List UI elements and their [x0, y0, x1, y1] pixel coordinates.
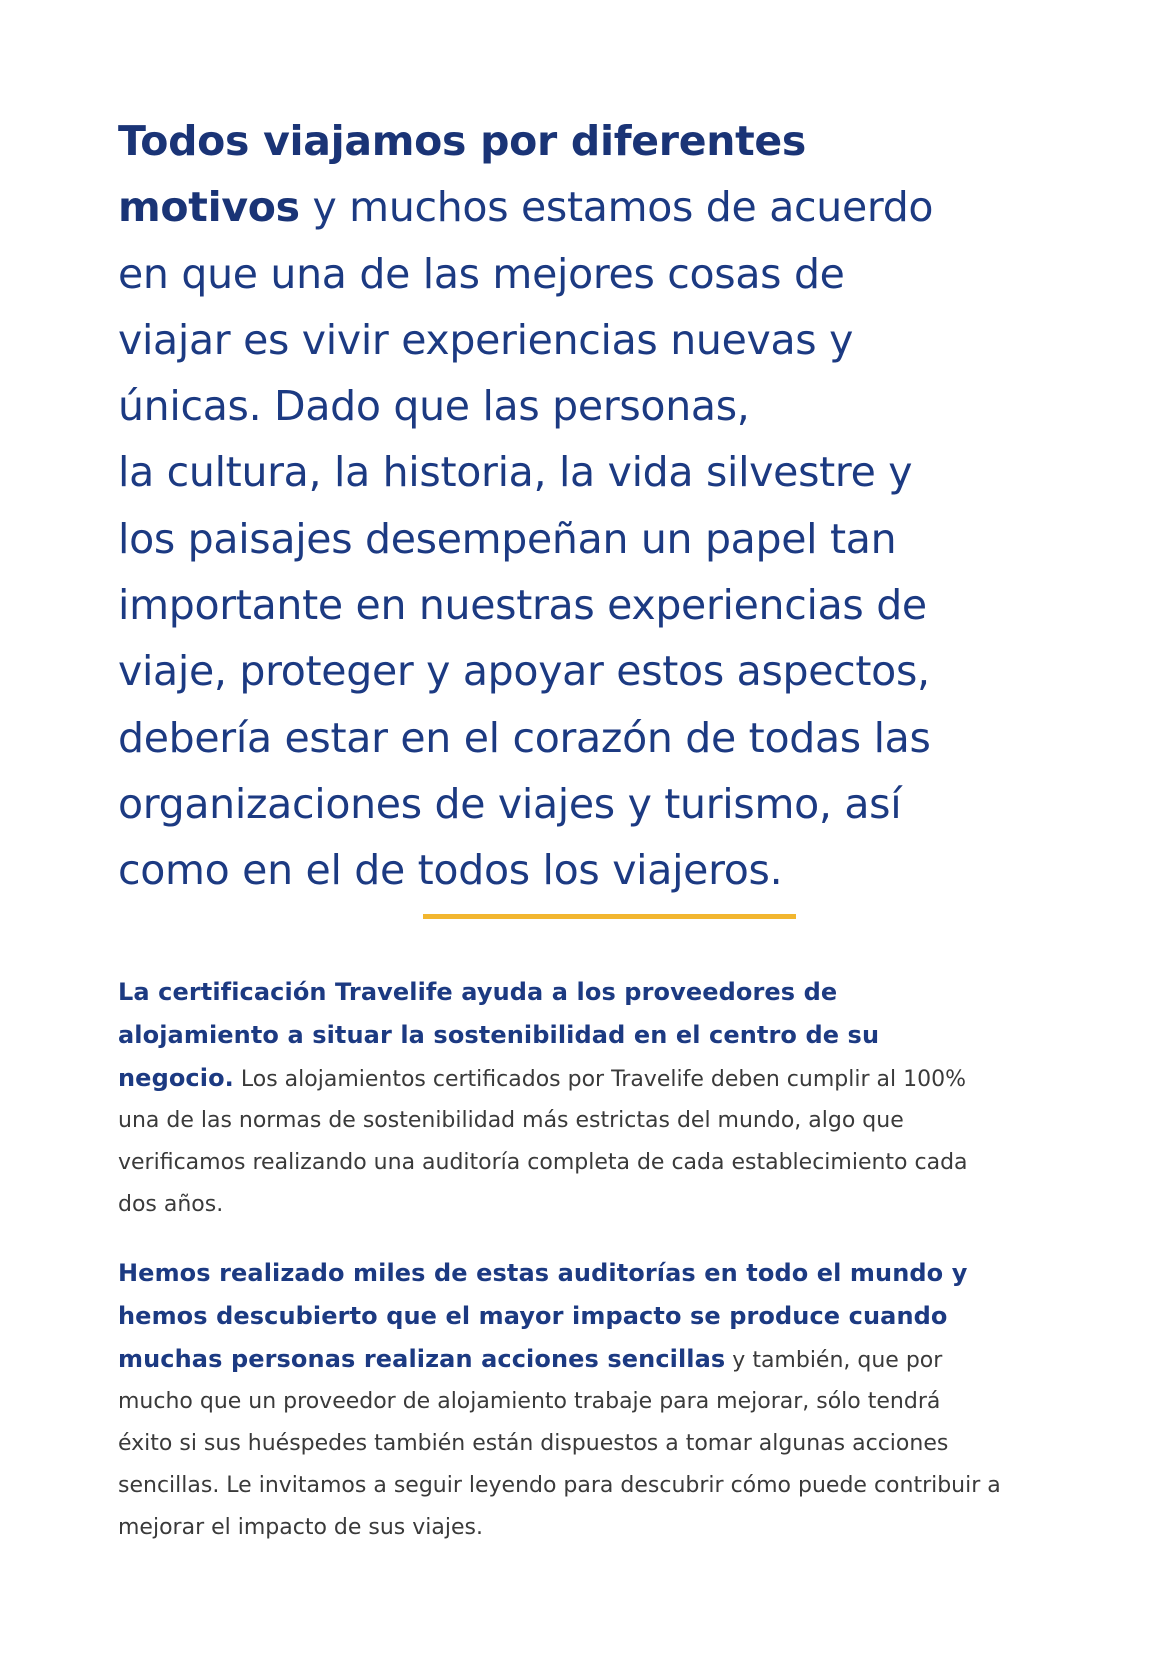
- paragraph-line: sencillas. Le invitamos a seguir leyendo para descubrir cómo puede contribuir a: [118, 1472, 1001, 1498]
- lead-emphasis: motivos: [118, 183, 300, 232]
- paragraph-text: Los alojamientos certificados por Travelife deben cumplir al 100%: [233, 1066, 966, 1092]
- accent-divider: [423, 914, 796, 919]
- lead-line: [118, 108, 1018, 174]
- lead-line: como en el de todos los viajeros.: [118, 846, 783, 895]
- paragraph-text: y también, que por: [725, 1347, 943, 1373]
- paragraph-audits: [118, 1253, 1058, 1549]
- paragraph-line: [118, 1015, 1058, 1058]
- lead-statement: [118, 108, 1018, 904]
- paragraph-line: verificamos realizando una auditoría completa de cada establecimiento cada: [118, 1150, 968, 1176]
- lead-text: y muchos estamos de acuerdo: [299, 183, 934, 232]
- paragraph-line: [118, 1296, 1058, 1339]
- paragraph-line: éxito si sus huéspedes también están dispuestos a tomar algunas acciones: [118, 1431, 949, 1457]
- paragraph-line: una de las normas de sostenibilidad más estrictas del mundo, algo que: [118, 1108, 904, 1134]
- paragraph-emphasis: negocio.: [118, 1063, 234, 1092]
- lead-line: organizaciones de viajes y turismo, así: [118, 779, 902, 828]
- paragraph-emphasis: La certificación Travelife ayuda a los proveedores de: [118, 978, 838, 1006]
- paragraph-emphasis: muchas personas realizan acciones sencillas: [118, 1344, 726, 1373]
- lead-emphasis: Todos viajamos por diferentes: [118, 117, 807, 165]
- lead-line: los paisajes desempeñan un papel tan: [118, 514, 897, 563]
- paragraph-line: dos años.: [118, 1191, 224, 1217]
- paragraph-line: [118, 972, 1058, 1015]
- paragraph-emphasis: alojamiento a situar la sostenibilidad en el centro de su: [118, 1020, 880, 1049]
- paragraph-line: mejorar el impacto de sus viajes.: [118, 1514, 483, 1540]
- lead-line: en que una de las mejores cosas de: [118, 249, 845, 298]
- paragraph-line: mucho que un proveedor de alojamiento trabaje para mejorar, sólo tendrá: [118, 1389, 941, 1415]
- paragraph-line: [118, 1058, 1058, 1101]
- lead-line: viaje, proteger y apoyar estos aspectos,: [118, 647, 930, 696]
- paragraph-emphasis: hemos descubierto que el mayor impacto se produce cuando: [118, 1301, 948, 1330]
- lead-line: únicas. Dado que las personas,: [118, 382, 750, 431]
- paragraph-emphasis: Hemos realizado miles de estas auditorías en todo el mundo y: [118, 1259, 968, 1287]
- paragraph-line: [118, 1339, 1058, 1382]
- lead-line: viajar es vivir experiencias nuevas y: [118, 315, 854, 364]
- paragraph-certification: [118, 972, 1058, 1226]
- lead-line: debería estar en el corazón de todas las: [118, 713, 931, 762]
- lead-line: importante en nuestras experiencias de: [118, 581, 927, 630]
- lead-line: [118, 174, 1018, 240]
- lead-line: la cultura, la historia, la vida silvestre y: [118, 448, 913, 497]
- paragraph-line: [118, 1253, 1058, 1296]
